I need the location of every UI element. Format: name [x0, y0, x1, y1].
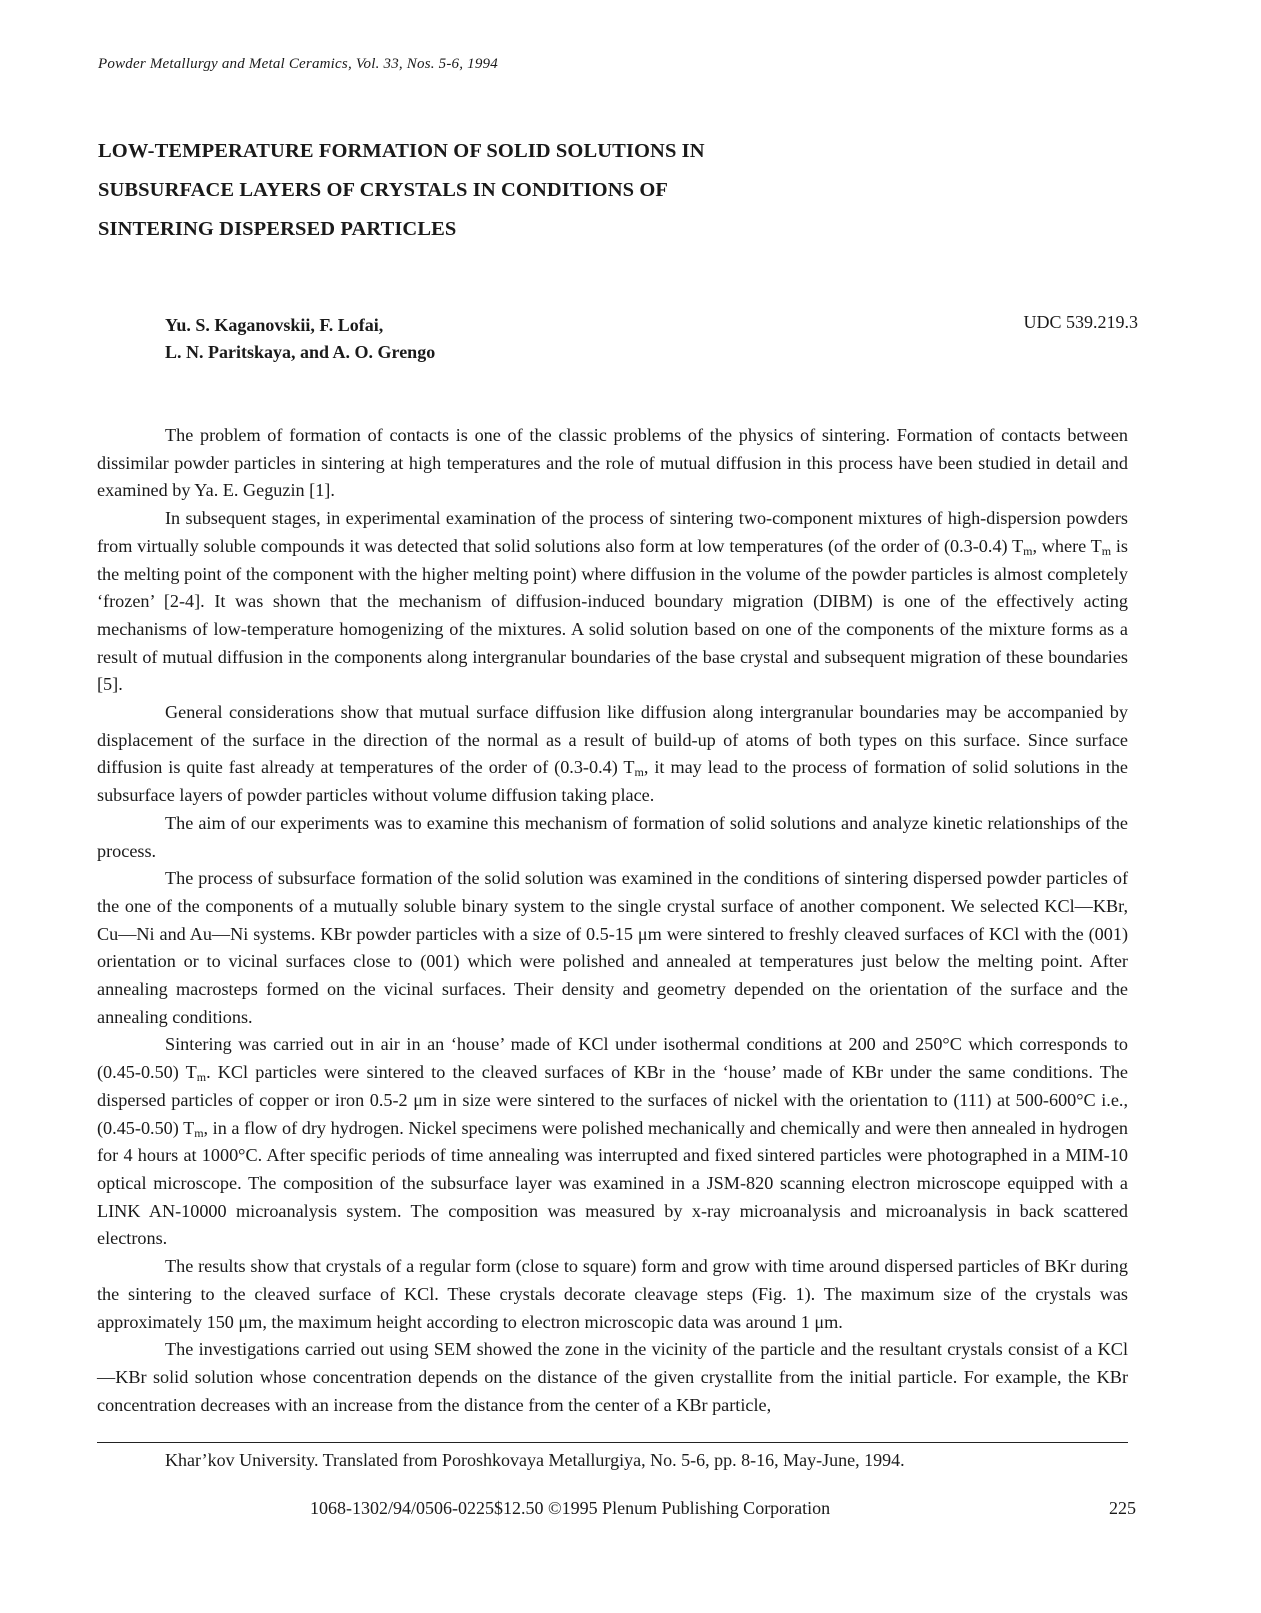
article-body: [97, 422, 1128, 1419]
paragraph: Sintering was carried out in air in an ‘house’ made of KCl under isothermal conditions at 200 and 250°C which corresponds to (0.45-0.50) $T_m$. KCl particles were sintered to the cleaved surfaces of KBr in the ‘house’ made of KBr under the same conditions. The dispersed particles of copper or iron 0.5-2 μm in size were sintered to the surfaces of nickel with the orientation to (111) at 500-600°C i.e., (0.45-0.50) $T_m$, in a flow of dry hydrogen. Nickel specimens were polished mechanically and chemically and were then annealed in hydrogen for 4 hours at 1000°C. After specific periods of time annealing was interrupted and fixed sintered particles were photographed in a MIM-10 optical microscope. The composition of the subsurface layer was examined in a JSM-820 scanning electron microscope equipped with a LINK AN-10000 microanalysis system. The composition was measured by x-ray microanalysis and microanalysis in back scattered electrons.: [97, 1034, 1129, 1249]
affiliation-footnote: Khar’kov University. Translated from Poroshkovaya Metallurgiya, No. 5-6, pp. 8-16, May-June, 1994.: [165, 1450, 905, 1470]
copyright-line: 1068-1302/94/0506-0225$12.50 ©1995 Plenum Publishing Corporation: [310, 1498, 831, 1518]
paragraph: The aim of our experiments was to examine this mechanism of formation of solid solutions and analyze kinetic relationships of the process.: [97, 812, 1128, 861]
page-number: 225: [1109, 1498, 1136, 1518]
article-title: [98, 132, 858, 249]
paragraph: The results show that crystals of a regular form (close to square) form and grow with time around dispersed particles of BKr during the sintering to the cleaved surface of KCl. These crystals decorate cleavage steps (Fig. 1). The maximum size of the crystals was approximately 150 μm, the maximum height according to electron microscopic data was around 1 μm.: [97, 1256, 1128, 1332]
title-line: LOW-TEMPERATURE FORMATION OF SOLID SOLUTIONS IN: [98, 140, 705, 162]
paragraph: In subsequent stages, in experimental examination of the process of sintering two-component mixtures of high-dispersion powders from virtually soluble compounds it was detected that solid solutions also form at low temperatures (of the order of (0.3-0.4) $T_m$, where $T_m$ is the melting point of the component with the higher melting point) where diffusion in the volume of the powder particles is almost completely ‘frozen’ [2-4]. It was shown that the mechanism of diffusion-induced boundary migration (DIBM) is one of the effectively acting mechanisms of low-temperature homogenizing of the mixtures. A solid solution based on one of the components of the mixture forms as a result of mutual diffusion in the components along intergranular boundaries of the base crystal and subsequent migration of these boundaries [5].: [97, 508, 1128, 695]
paragraph: The investigations carried out using SEM showed the zone in the vicinity of the particle and the resultant crystals consist of a KCl—KBr solid solution whose concentration depends on the distance of the given crystallite from the initial particle. For example, the KBr concentration decreases with an increase from the distance from the center of a KBr particle,: [97, 1339, 1128, 1415]
paragraph: General considerations show that mutual surface diffusion like diffusion along intergranular boundaries may be accompanied by displacement of the surface in the direction of the normal as a result of build-up of atoms of both types on this surface. Since surface diffusion is quite fast already at temperatures of the order of (0.3-0.4) $T_m$, it may lead to the process of formation of solid solutions in the subsurface layers of powder particles without volume diffusion taking place.: [97, 702, 1128, 806]
journal-citation: Powder Metallurgy and Metal Ceramics, Vol. 33, Nos. 5-6, 1994: [98, 56, 498, 72]
footnote-divider: [97, 1442, 1128, 1443]
author-list: [165, 312, 435, 366]
udc-code: UDC 539.219.3: [1023, 312, 1138, 332]
title-line: SINTERING DISPERSED PARTICLES: [98, 218, 457, 240]
paragraph: The problem of formation of contacts is one of the classic problems of the physics of sintering. Formation of contacts between dissimilar powder particles in sintering at high temperatures and the role of mutual diffusion in this process have been studied in detail and examined by Ya. E. Geguzin [1].: [97, 425, 1128, 501]
title-line: SUBSURFACE LAYERS OF CRYSTALS IN CONDITIONS OF: [98, 179, 669, 201]
author-line: L. N. Paritskaya, and A. O. Grengo: [165, 342, 436, 362]
paragraph: The process of subsurface formation of the solid solution was examined in the conditions of sintering dispersed powder particles of the one of the components of a mutually soluble binary system to the single crystal surface of another component. We selected KCl—KBr, Cu—Ni and Au—Ni systems. KBr powder particles with a size of 0.5-15 μm were sintered to freshly cleaved surfaces of KCl with the (001) orientation or to vicinal surfaces close to (001) which were polished and annealed at temperatures just below the melting point. After annealing macrosteps formed on the vicinal surfaces. Their density and geometry depended on the orientation of the surface and the annealing conditions.: [97, 868, 1128, 1027]
author-line: Yu. S. Kaganovskii, F. Lofai,: [165, 315, 384, 335]
